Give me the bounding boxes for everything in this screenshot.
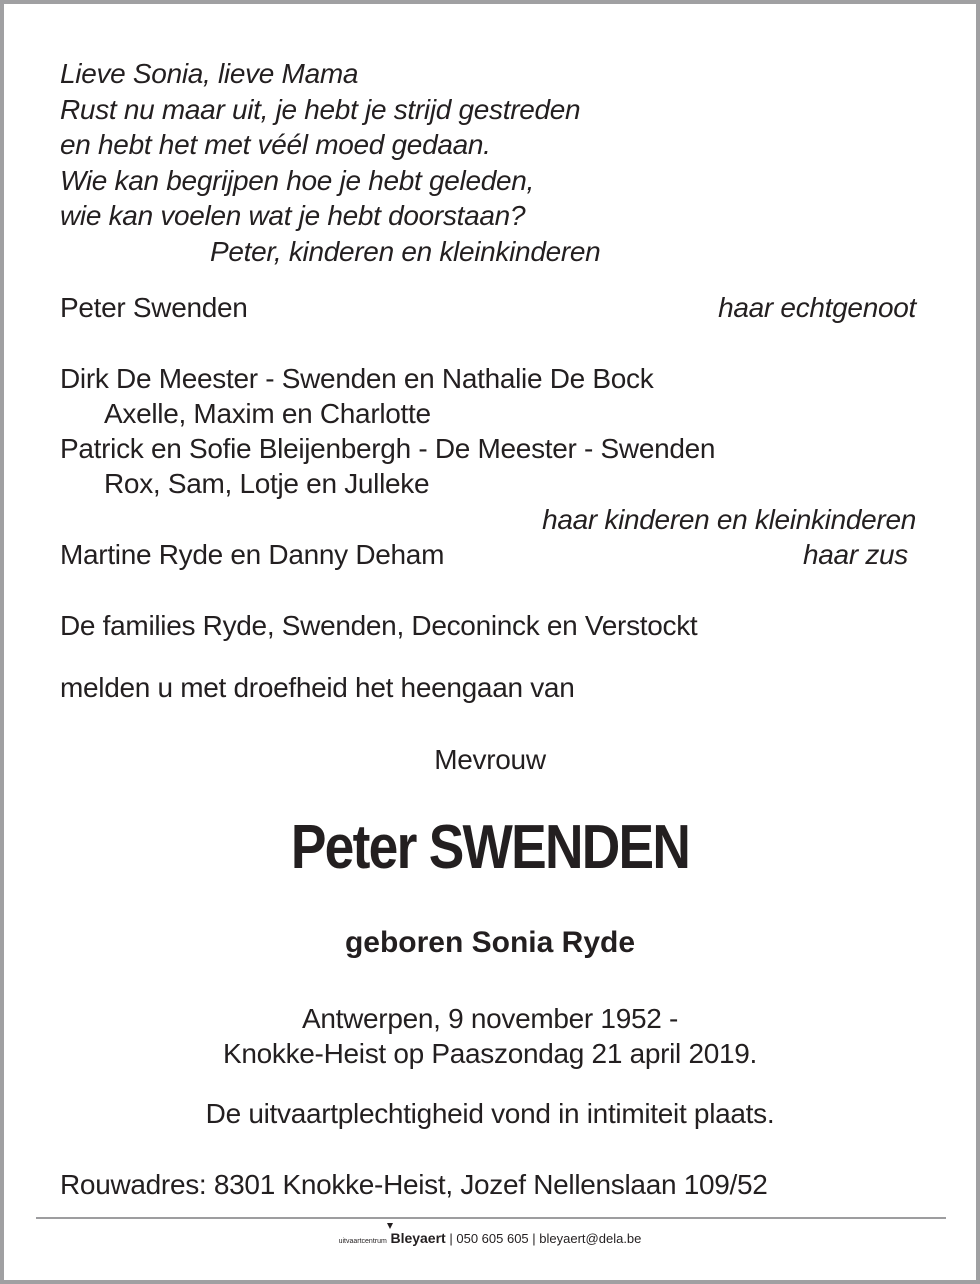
footer-separator: | [532, 1231, 536, 1246]
dates [4, 1001, 976, 1071]
sister-name: Martine Ryde en Danny Deham [60, 539, 445, 570]
footer-brand [390, 1230, 445, 1246]
sister-relation: haar zus [803, 539, 908, 570]
obituary-page [4, 4, 976, 1280]
families-line: De families Ryde, Swenden, Deconinck en Verstockt [60, 610, 698, 641]
born-as: geboren Sonia Ryde [344, 926, 636, 959]
footer-email: bleyaert@dela.be [539, 1231, 642, 1246]
grandchildren-line: Axelle, Maxim en Charlotte [104, 398, 431, 429]
dates-line-1: Antwerpen, 9 november 1952 - [301, 1003, 679, 1034]
poem-line: wie kan voelen wat je hebt doorstaan? [60, 200, 526, 231]
grandchildren-line: Rox, Sam, Lotje en Julleke [104, 468, 430, 499]
deceased-name: Peter SWENDEN [290, 813, 690, 882]
child-line: Patrick en Sofie Bleijenbergh - De Meester - Swenden [60, 433, 716, 464]
footer-prefix: uitvaartcentrum [338, 1238, 387, 1245]
title: Mevrouw [434, 744, 546, 775]
dates-line-2: Knokke-Heist op Paaszondag 21 april 2019. [222, 1038, 758, 1069]
address-line: Rouwadres: 8301 Knokke-Heist, Jozef Nellenslaan 109/52 [60, 1169, 768, 1200]
footer-separator: | [449, 1231, 453, 1246]
children-relation: haar kinderen en kleinkinderen [542, 504, 916, 535]
footer-phone: 050 605 605 [456, 1231, 529, 1246]
poem [60, 56, 600, 269]
footer-brand-label: Bleyaert [390, 1230, 446, 1246]
footer [4, 1230, 976, 1250]
spouse-name: Peter Swenden [60, 292, 248, 323]
announcement-line: melden u met droefheid het heengaan van [60, 672, 575, 703]
child-line: Dirk De Meester - Swenden en Nathalie De Bock [60, 363, 654, 394]
ceremony-line: De uitvaartplechtigheid vond in intimiteit plaats. [205, 1098, 775, 1129]
poem-line: Rust nu maar uit, je hebt je strijd gestreden [60, 93, 581, 125]
spouse-relation: haar echtgenoot [718, 292, 916, 323]
poem-signature: Peter, kinderen en kleinkinderen [210, 235, 601, 267]
triangle-logo-icon [387, 1223, 393, 1229]
children-block [60, 361, 715, 501]
poem-line: Wie kan begrijpen hoe je hebt geleden, [60, 164, 535, 196]
divider [36, 1217, 946, 1219]
poem-line: en hebt het met véél moed gedaan. [60, 129, 491, 160]
poem-line: Lieve Sonia, lieve Mama [60, 58, 359, 89]
